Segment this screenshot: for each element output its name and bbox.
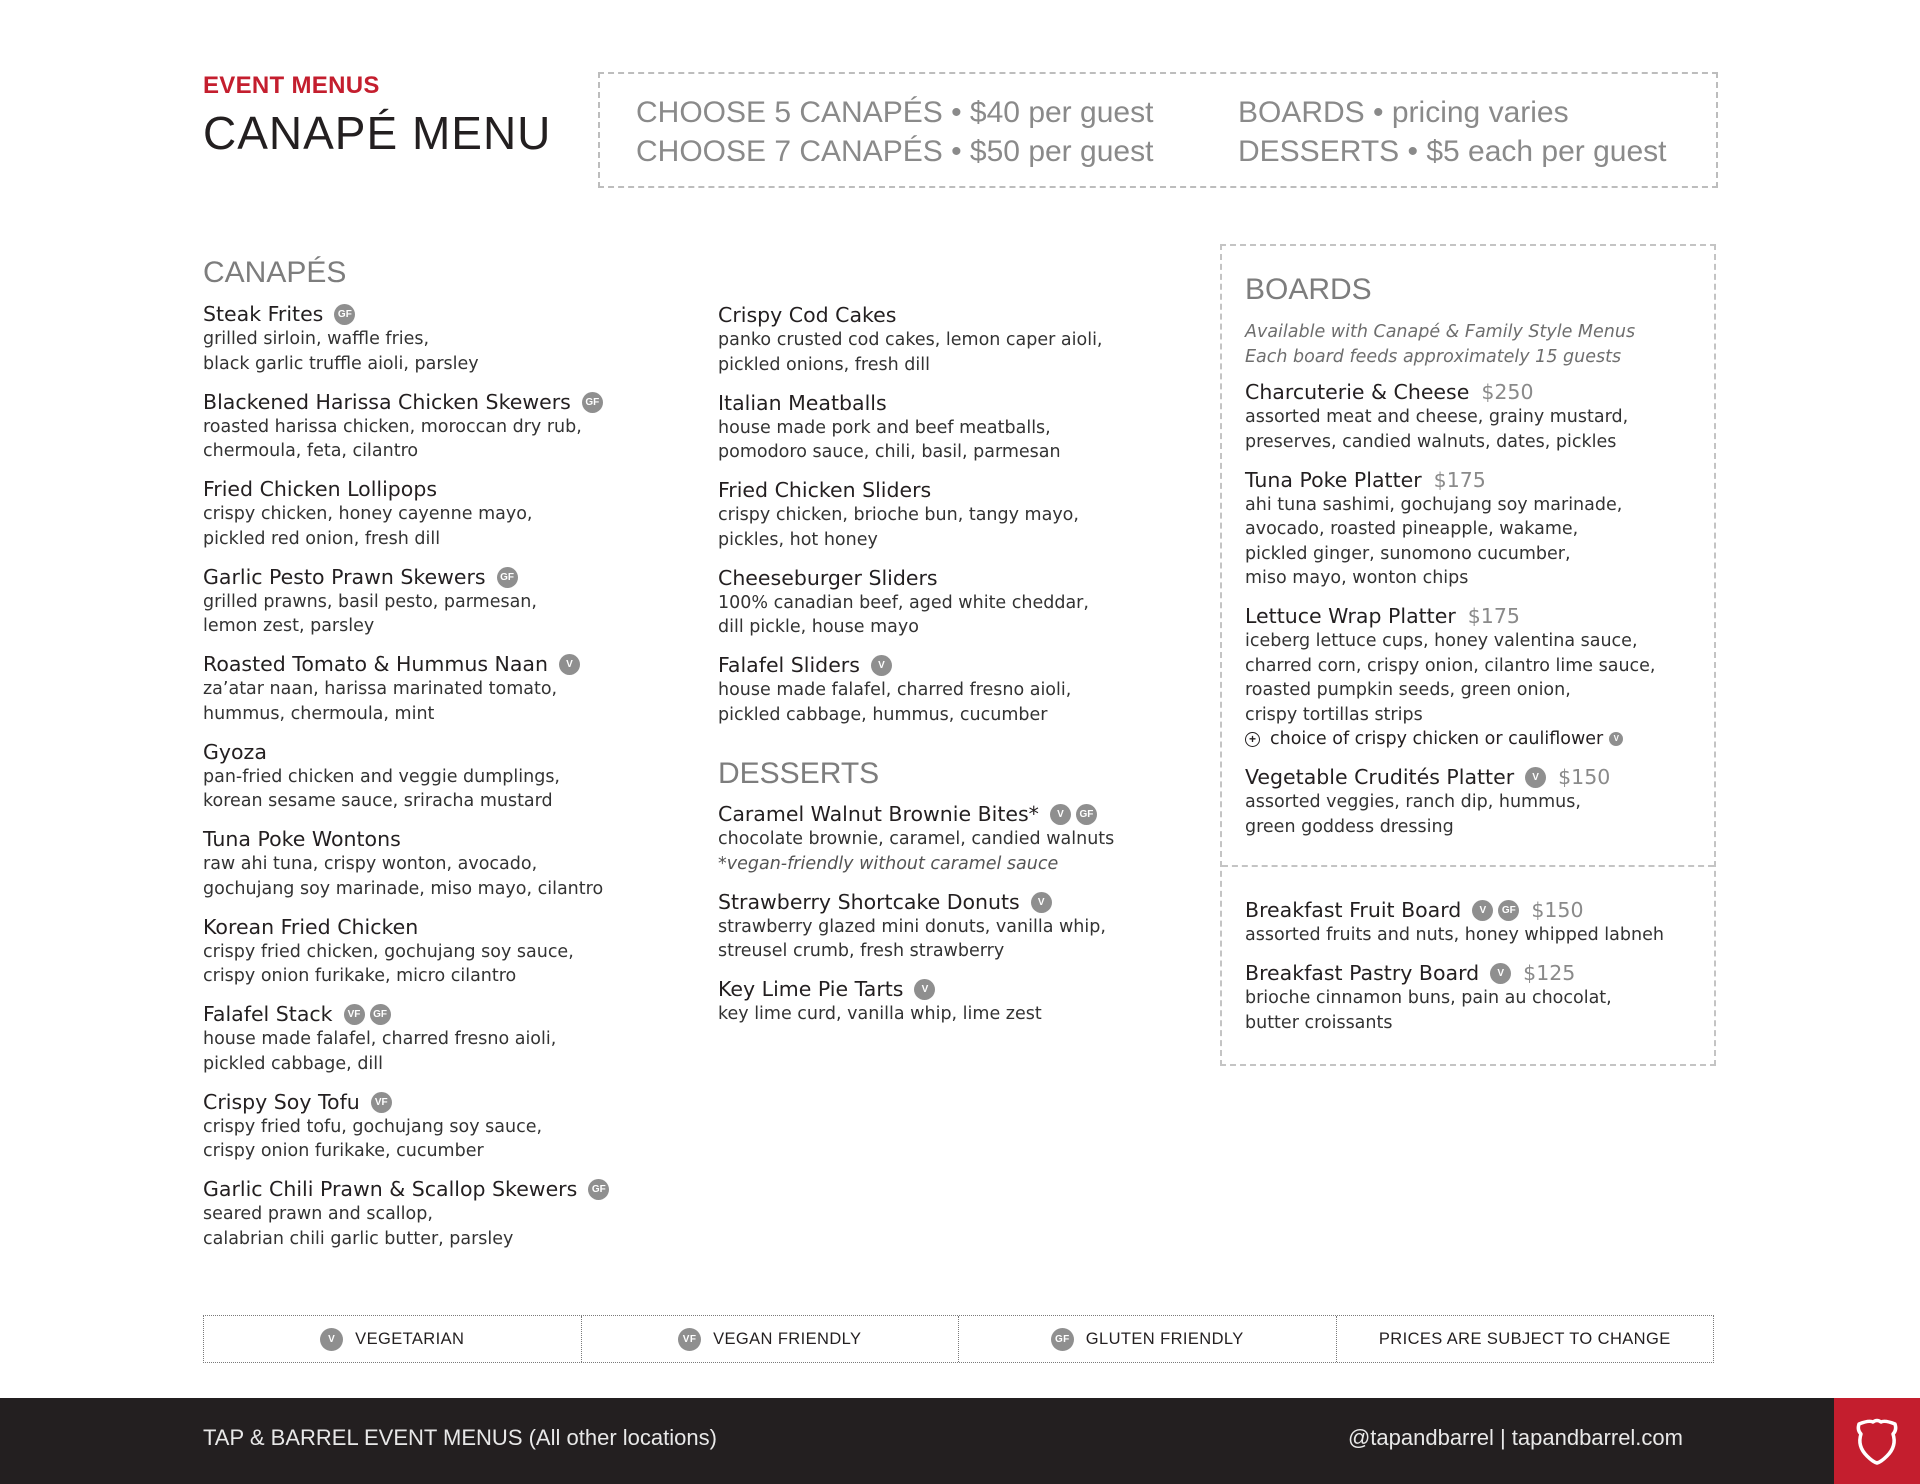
vegetarian-badge-icon: V [1050, 804, 1071, 825]
menu-item-name: Blackened Harissa Chicken Skewers [203, 389, 571, 414]
menu-item-name-row [203, 827, 663, 852]
menu-item-name: Fried Chicken Lollipops [203, 477, 438, 501]
vegetarian-badge-icon: V [1490, 963, 1511, 984]
menu-item-description: raw ahi tuna, crispy wonton, avocado, gochujang soy marinade, miso mayo, cilantro [203, 854, 604, 899]
menu-item-breakfast-fruit-board [1245, 898, 1705, 948]
menu-item-name: Falafel Sliders [718, 653, 860, 677]
footer-left-text: TAP & BARREL EVENT MENUS (All other locations) [203, 1425, 717, 1450]
menu-item-description: assorted fruits and nuts, honey whipped labneh [1245, 925, 1664, 945]
menu-item-garlic-chili-prawn-scallop-skewers [203, 1177, 663, 1251]
menu-item-choice [1245, 727, 1705, 752]
menu-item-name: Crispy Soy Tofu [203, 1089, 360, 1114]
menu-item-name: Italian Meatballs [718, 390, 887, 415]
page-title: CANAPÉ MENU [203, 107, 552, 159]
menu-item-description: seared prawn and scallop, calabrian chili garlic butter, parsley [203, 1204, 514, 1249]
menu-item-name-row [718, 478, 1178, 503]
menu-item-price: $150 [1558, 765, 1611, 789]
menu-item-name-row [718, 802, 1178, 827]
menu-item-description: assorted veggies, ranch dip, hummus, green goddess dressing [1245, 792, 1581, 837]
menu-item-name: Vegetable Crudités Platter [1245, 765, 1515, 789]
menu-item-name-row [1245, 765, 1705, 790]
menu-item-name: Cheeseburger Sliders [718, 565, 938, 590]
menu-item-name-row [1245, 898, 1705, 923]
menu-item-name-row [718, 890, 1178, 915]
menu-item-name-row [718, 566, 1178, 591]
gluten-friendly-badge-icon: GF [1051, 1328, 1074, 1351]
dietary-legend [203, 1315, 1714, 1363]
vegetarian-badge-icon: V [1609, 732, 1623, 746]
gluten-friendly-badge-icon: GF [588, 1179, 609, 1200]
desserts-list [718, 802, 1178, 1040]
menu-item-name: Charcuterie & Cheese [1245, 380, 1470, 404]
menu-item-choice-text: choice of crispy chicken or cauliflower [1270, 729, 1604, 749]
menu-item-name-row [718, 653, 1178, 678]
menu-item-name: Gyoza [203, 739, 267, 764]
pricing-line-boards: BOARDS • pricing varies [1238, 96, 1569, 129]
menu-item-italian-meatballs [718, 391, 1178, 465]
pricing-box [598, 72, 1718, 188]
boards-divider [1222, 865, 1714, 867]
menu-item-name: Strawberry Shortcake Donuts [718, 889, 1020, 914]
vegetarian-badge-icon: V [1031, 892, 1052, 913]
menu-item-name-row [203, 1090, 663, 1115]
menu-item-price: $250 [1481, 380, 1534, 404]
menu-item-gyoza [203, 740, 663, 814]
menu-item-description: house made pork and beef meatballs, pomodoro sauce, chili, basil, parmesan [718, 417, 1061, 462]
menu-item-description: 100% canadian beef, aged white cheddar, dill pickle, house mayo [718, 592, 1089, 637]
pricing-line-desserts: DESSERTS • $5 each per guest [1238, 135, 1667, 168]
menu-item-name-row [718, 303, 1178, 328]
menu-item-name: Breakfast Fruit Board [1245, 898, 1462, 922]
gluten-friendly-badge-icon: GF [1076, 804, 1097, 825]
legend-vegetarian-label: VEGETARIAN [355, 1329, 465, 1348]
breakfast-boards-list [1245, 898, 1705, 1049]
menu-item-description: roasted harissa chicken, moroccan dry rub, chermoula, feta, cilantro [203, 416, 582, 461]
boards-heading: BOARDS [1245, 273, 1372, 306]
vegan-friendly-badge-icon: VF [371, 1092, 392, 1113]
gluten-friendly-badge-icon: GF [370, 1004, 391, 1025]
gluten-friendly-badge-icon: GF [497, 567, 518, 588]
gluten-friendly-badge-icon: GF [1498, 900, 1519, 921]
menu-item-name: Crispy Cod Cakes [718, 303, 897, 327]
menu-item-blackened-harissa-chicken-skewers [203, 390, 663, 464]
vegan-friendly-badge-icon: VF [678, 1328, 701, 1351]
menu-item-name-row [203, 1177, 663, 1202]
menu-item-name-row [1245, 468, 1705, 493]
menu-item-description: assorted meat and cheese, grainy mustard, preserves, candied walnuts, dates, pickles [1245, 407, 1629, 452]
menu-item-name: Steak Frites [203, 302, 324, 326]
vegetarian-badge-icon: V [871, 655, 892, 676]
menu-item-description: panko crusted cod cakes, lemon caper aioli, pickled onions, fresh dill [718, 330, 1103, 375]
menu-item-crispy-cod-cakes [718, 303, 1178, 377]
menu-item-description: house made falafel, charred fresno aioli, pickled cabbage, hummus, cucumber [718, 680, 1072, 725]
pricing-line-5: CHOOSE 5 CANAPÉS • $40 per guest [636, 96, 1154, 129]
menu-item-name-row [203, 652, 663, 677]
footer-social-links[interactable]: @tapandbarrel | tapandbarrel.com [1347, 1425, 1683, 1450]
menu-item-description: crispy chicken, honey cayenne mayo, pickled red onion, fresh dill [203, 504, 533, 549]
menu-item-cheeseburger-sliders [718, 566, 1178, 640]
shield-icon [1853, 1416, 1901, 1466]
menu-item-garlic-pesto-prawn-skewers [203, 565, 663, 639]
menu-item-name-row [718, 391, 1178, 416]
menu-item-vegetable-crudit-s-platter [1245, 765, 1705, 839]
menu-item-description: strawberry glazed mini donuts, vanilla whip, streusel crumb, fresh strawberry [718, 916, 1106, 961]
menu-item-description: pan-fried chicken and veggie dumplings, korean sesame sauce, sriracha mustard [203, 766, 560, 811]
boards-subtitle: Available with Canapé & Family Style Menus Each board feeds approximately 15 guests [1245, 322, 1636, 367]
vegetarian-badge-icon: V [914, 979, 935, 1000]
menu-item-name: Breakfast Pastry Board [1245, 961, 1480, 985]
menu-item-name: Tuna Poke Wontons [203, 827, 401, 851]
vegetarian-badge-icon: V [320, 1328, 343, 1351]
menu-item-lettuce-wrap-platter [1245, 604, 1705, 752]
menu-item-description: brioche cinnamon buns, pain au chocolat, butter croissants [1245, 988, 1612, 1033]
menu-item-name-row [203, 915, 663, 940]
menu-item-korean-fried-chicken [203, 915, 663, 989]
menu-item-crispy-soy-tofu [203, 1090, 663, 1164]
event-menus-eyebrow: EVENT MENUS [203, 72, 380, 99]
legend-vegetarian [204, 1316, 581, 1362]
footer-bar [0, 1398, 1920, 1484]
menu-item-name-row [203, 740, 663, 765]
menu-item-description: crispy chicken, brioche bun, tangy mayo, pickles, hot honey [718, 505, 1079, 550]
menu-item-name: Roasted Tomato & Hummus Naan [203, 652, 548, 676]
menu-item-strawberry-shortcake-donuts [718, 890, 1178, 964]
menu-item-breakfast-pastry-board [1245, 961, 1705, 1035]
menu-item-description: grilled sirloin, waffle fries, black garlic truffle aioli, parsley [203, 329, 479, 374]
legend-gluten [958, 1316, 1336, 1362]
menu-item-name-row [718, 977, 1178, 1002]
menu-item-name: Lettuce Wrap Platter [1245, 604, 1456, 628]
menu-item-description: crispy fried tofu, gochujang soy sauce, crispy onion furikake, cucumber [203, 1116, 543, 1161]
menu-item-price: $125 [1523, 961, 1576, 985]
menu-item-falafel-stack [203, 1002, 663, 1076]
vegetarian-badge-icon: V [559, 654, 580, 675]
vegetarian-badge-icon: V [1525, 767, 1546, 788]
menu-item-price: $150 [1531, 898, 1584, 922]
brand-logo [1834, 1398, 1920, 1484]
menu-item-name-row [203, 565, 663, 590]
canapes-heading: CANAPÉS [203, 256, 347, 289]
menu-item-name: Garlic Chili Prawn & Scallop Skewers [203, 1177, 578, 1201]
menu-item-steak-frites [203, 302, 663, 376]
menu-item-name-row [1245, 961, 1705, 986]
legend-vegan-label: VEGAN FRIENDLY [713, 1329, 862, 1348]
menu-item-description: iceberg lettuce cups, honey valentina sauce, charred corn, crispy onion, cilantro lime sauce, roasted pumpkin seeds, green onion, crispy tortillas strips [1245, 631, 1656, 725]
menu-item-name-row [203, 1002, 663, 1027]
legend-prices-note [1336, 1316, 1714, 1362]
canapes-list-left [203, 302, 663, 1265]
canapes-list-right [718, 303, 1178, 741]
menu-item-description: grilled prawns, basil pesto, parmesan, lemon zest, parsley [203, 591, 537, 636]
vegetarian-badge-icon: V [1472, 900, 1493, 921]
menu-item-name-row [203, 390, 663, 415]
menu-item-key-lime-pie-tarts [718, 977, 1178, 1027]
plus-circle-icon: + [1245, 732, 1260, 747]
menu-item-tuna-poke-wontons [203, 827, 663, 901]
menu-item-description: chocolate brownie, caramel, candied walnuts [718, 829, 1115, 849]
menu-item-name-row [203, 302, 663, 327]
menu-item-roasted-tomato-hummus-naan [203, 652, 663, 726]
menu-item-name: Fried Chicken Sliders [718, 478, 932, 502]
menu-item-fried-chicken-lollipops [203, 477, 663, 551]
legend-gluten-label: GLUTEN FRIENDLY [1085, 1329, 1244, 1348]
menu-item-name: Garlic Pesto Prawn Skewers [203, 564, 486, 589]
legend-vegan [581, 1316, 959, 1362]
menu-item-fried-chicken-sliders [718, 478, 1178, 552]
menu-item-note: *vegan-friendly without caramel sauce [718, 853, 1059, 874]
boards-box [1220, 244, 1716, 1066]
menu-item-description: crispy fried chicken, gochujang soy sauce, crispy onion furikake, micro cilantro [203, 941, 574, 986]
menu-item-name-row [1245, 380, 1705, 405]
menu-item-name-row [203, 477, 663, 502]
legend-prices-label: PRICES ARE SUBJECT TO CHANGE [1378, 1329, 1671, 1348]
menu-item-name: Caramel Walnut Brownie Bites* [718, 802, 1039, 826]
menu-item-description: key lime curd, vanilla whip, lime zest [718, 1004, 1042, 1024]
pricing-line-7: CHOOSE 7 CANAPÉS • $50 per guest [636, 135, 1154, 168]
menu-item-name: Key Lime Pie Tarts [718, 977, 904, 1001]
menu-item-price: $175 [1467, 604, 1520, 628]
menu-item-falafel-sliders [718, 653, 1178, 727]
vegan-friendly-badge-icon: VF [344, 1004, 365, 1025]
menu-item-name: Korean Fried Chicken [203, 914, 419, 939]
menu-item-name: Falafel Stack [203, 1002, 333, 1026]
boards-list [1245, 380, 1705, 853]
menu-item-tuna-poke-platter [1245, 468, 1705, 591]
menu-item-price: $175 [1433, 467, 1486, 492]
menu-item-charcuterie-cheese [1245, 380, 1705, 454]
menu-item-name-row [1245, 604, 1705, 629]
menu-item-description: house made falafel, charred fresno aioli, pickled cabbage, dill [203, 1029, 557, 1074]
desserts-heading: DESSERTS [718, 757, 880, 790]
menu-item-name: Tuna Poke Platter [1245, 467, 1422, 492]
menu-item-description: za’atar naan, harissa marinated tomato, hummus, chermoula, mint [203, 679, 558, 724]
gluten-friendly-badge-icon: GF [582, 392, 603, 413]
gluten-friendly-badge-icon: GF [334, 304, 355, 325]
menu-item-description: ahi tuna sashimi, gochujang soy marinade, avocado, roasted pineapple, wakame, pickled ginger, sunomono cucumber, miso mayo, wonton chips [1245, 494, 1623, 588]
menu-item-caramel-walnut-brownie-bites [718, 802, 1178, 876]
